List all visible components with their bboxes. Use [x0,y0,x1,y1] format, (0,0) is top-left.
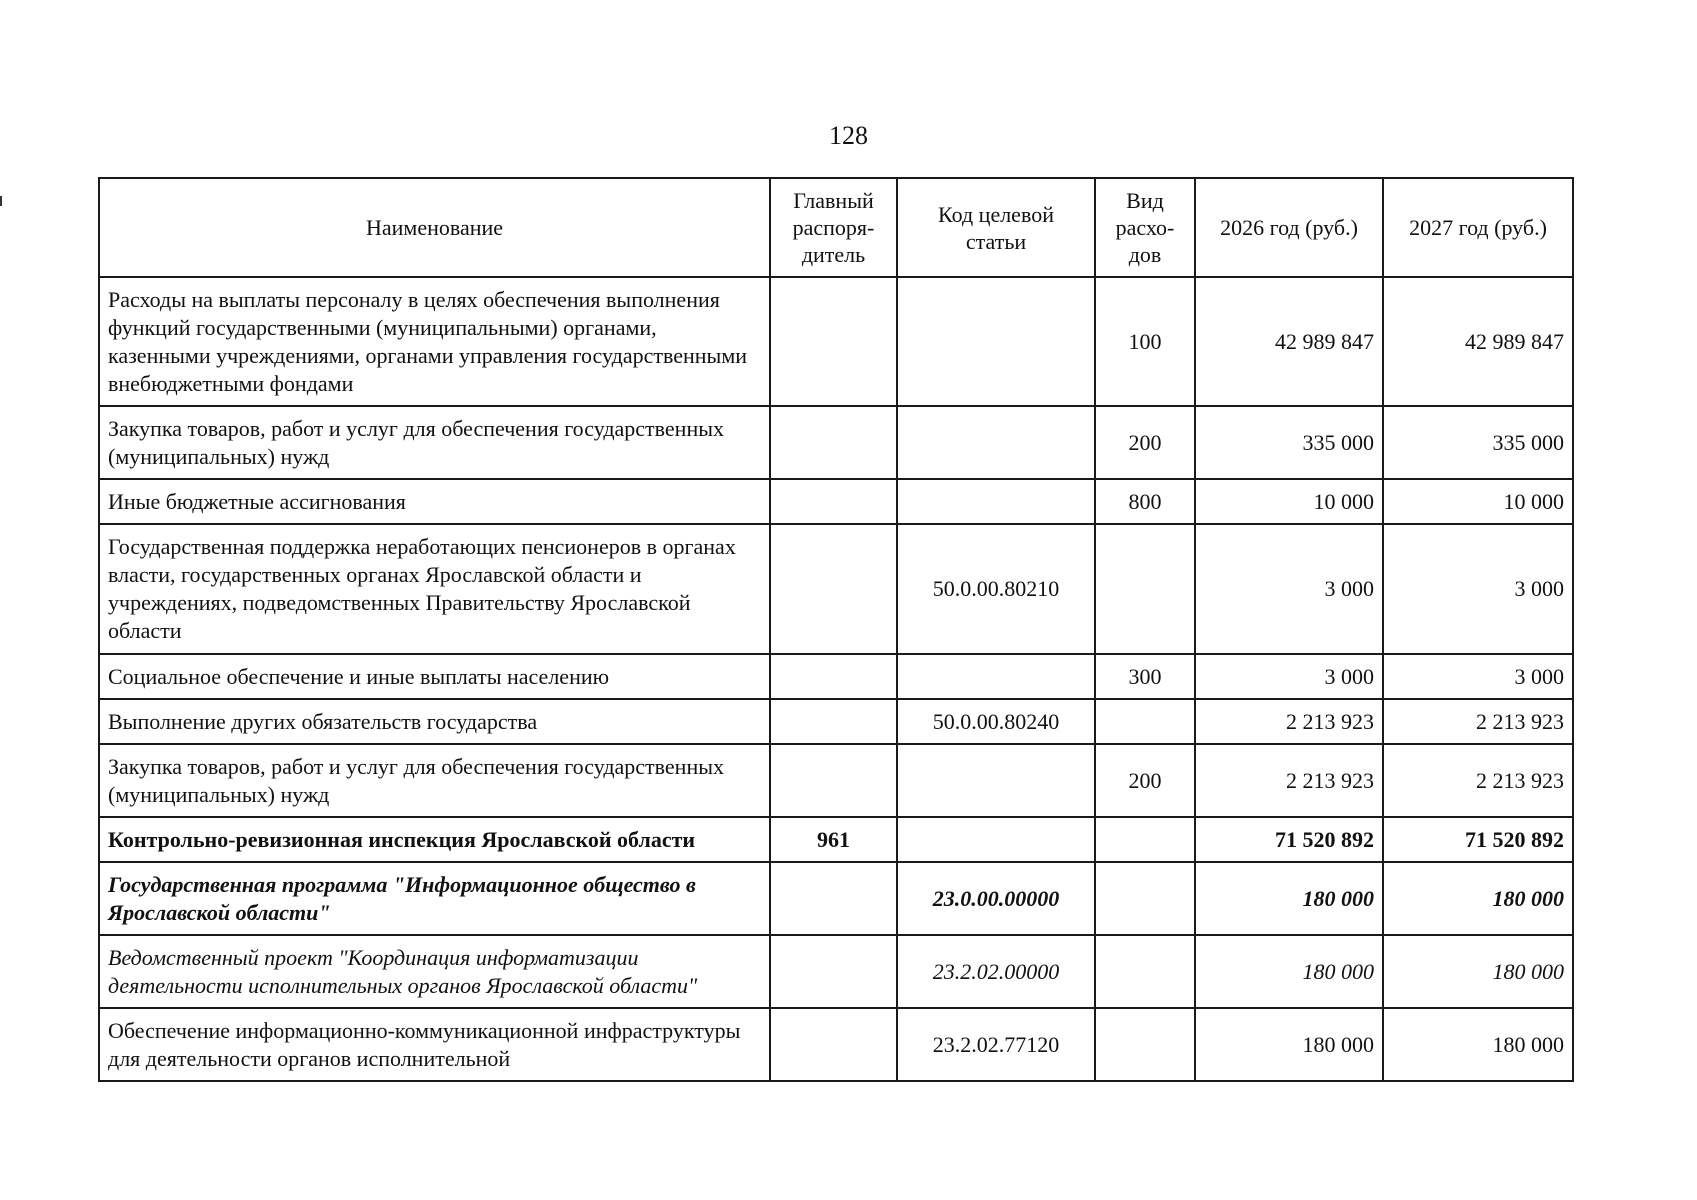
row-name: Государственная поддержка неработающих пенсионеров в органах власти, государственных органах Ярославской области и учреждениях, подведомственных Правительству Ярославской области [99,524,770,654]
row-code: 23.2.02.77120 [897,1008,1095,1081]
row-type [1095,524,1195,654]
header-expense-type: Вид расхо-дов [1095,178,1195,277]
row-2026: 2 213 923 [1195,699,1383,744]
budget-table [98,177,1574,1082]
row-2026: 335 000 [1195,406,1383,479]
row-code [897,277,1095,406]
row-name: Расходы на выплаты персоналу в целях обеспечения выполнения функций государственными (муниципальными) органами, казенными учреждениями, органами управления государственными внебюджетными фондами [99,277,770,406]
table-header-row [99,178,1573,277]
row-type: 200 [1095,406,1195,479]
row-2026: 3 000 [1195,524,1383,654]
page-number: 128 [829,121,868,150]
row-2027: 180 000 [1383,862,1573,935]
row-2027: 180 000 [1383,935,1573,1008]
table-row [99,406,1573,479]
table-row [99,277,1573,406]
row-manager [770,935,897,1008]
row-manager [770,654,897,699]
row-name: Иные бюджетные ассигнования [99,479,770,524]
table-row [99,862,1573,935]
row-2026: 42 989 847 [1195,277,1383,406]
row-2026: 3 000 [1195,654,1383,699]
table-row [99,1008,1573,1081]
row-type [1095,862,1195,935]
row-2026: 180 000 [1195,862,1383,935]
row-2026: 180 000 [1195,935,1383,1008]
row-name: Социальное обеспечение и иные выплаты населению [99,654,770,699]
table-row [99,817,1573,862]
row-2027: 3 000 [1383,654,1573,699]
row-code: 50.0.00.80240 [897,699,1095,744]
row-2027: 3 000 [1383,524,1573,654]
row-type [1095,1008,1195,1081]
row-2026: 10 000 [1195,479,1383,524]
row-manager [770,862,897,935]
row-code [897,406,1095,479]
header-year-2027: 2027 год (руб.) [1383,178,1573,277]
row-manager [770,699,897,744]
row-type: 100 [1095,277,1195,406]
row-manager [770,277,897,406]
row-code [897,744,1095,817]
row-name: Закупка товаров, работ и услуг для обеспечения государственных (муниципальных) нужд [99,744,770,817]
row-name: Государственная программа "Информационное общество в Ярославской области" [99,862,770,935]
row-name: Ведомственный проект "Координация информатизации деятельности исполнительных органов Ярославской области" [99,935,770,1008]
row-type [1095,935,1195,1008]
row-type [1095,699,1195,744]
row-manager [770,1008,897,1081]
row-2027: 10 000 [1383,479,1573,524]
row-manager [770,744,897,817]
row-name: Закупка товаров, работ и услуг для обеспечения государственных (муниципальных) нужд [99,406,770,479]
row-2027: 335 000 [1383,406,1573,479]
row-code [897,479,1095,524]
table-row [99,744,1573,817]
row-type: 300 [1095,654,1195,699]
table-row [99,524,1573,654]
header-name: Наименование [99,178,770,277]
row-2027: 71 520 892 [1383,817,1573,862]
table-row [99,935,1573,1008]
row-2027: 180 000 [1383,1008,1573,1081]
row-code [897,817,1095,862]
row-name: Контрольно-ревизионная инспекция Ярославской области [99,817,770,862]
table-row [99,479,1573,524]
row-type: 200 [1095,744,1195,817]
row-2027: 2 213 923 [1383,744,1573,817]
row-2026: 71 520 892 [1195,817,1383,862]
row-2026: 180 000 [1195,1008,1383,1081]
row-manager [770,524,897,654]
row-2026: 2 213 923 [1195,744,1383,817]
row-type: 800 [1095,479,1195,524]
row-2027: 42 989 847 [1383,277,1573,406]
row-code [897,654,1095,699]
row-manager: 961 [770,817,897,862]
scan-edge-mark [0,196,2,206]
row-manager [770,479,897,524]
row-2027: 2 213 923 [1383,699,1573,744]
table-row [99,654,1573,699]
row-code: 50.0.00.80210 [897,524,1095,654]
header-target-code: Код целевой статьи [897,178,1095,277]
row-code: 23.0.00.00000 [897,862,1095,935]
table-row [99,699,1573,744]
row-manager [770,406,897,479]
row-name: Обеспечение информационно-коммуникационной инфраструктуры для деятельности органов исполнительной [99,1008,770,1081]
row-type [1095,817,1195,862]
header-manager: Главный распоря-дитель [770,178,897,277]
row-code: 23.2.02.00000 [897,935,1095,1008]
row-name: Выполнение других обязательств государства [99,699,770,744]
header-year-2026: 2026 год (руб.) [1195,178,1383,277]
